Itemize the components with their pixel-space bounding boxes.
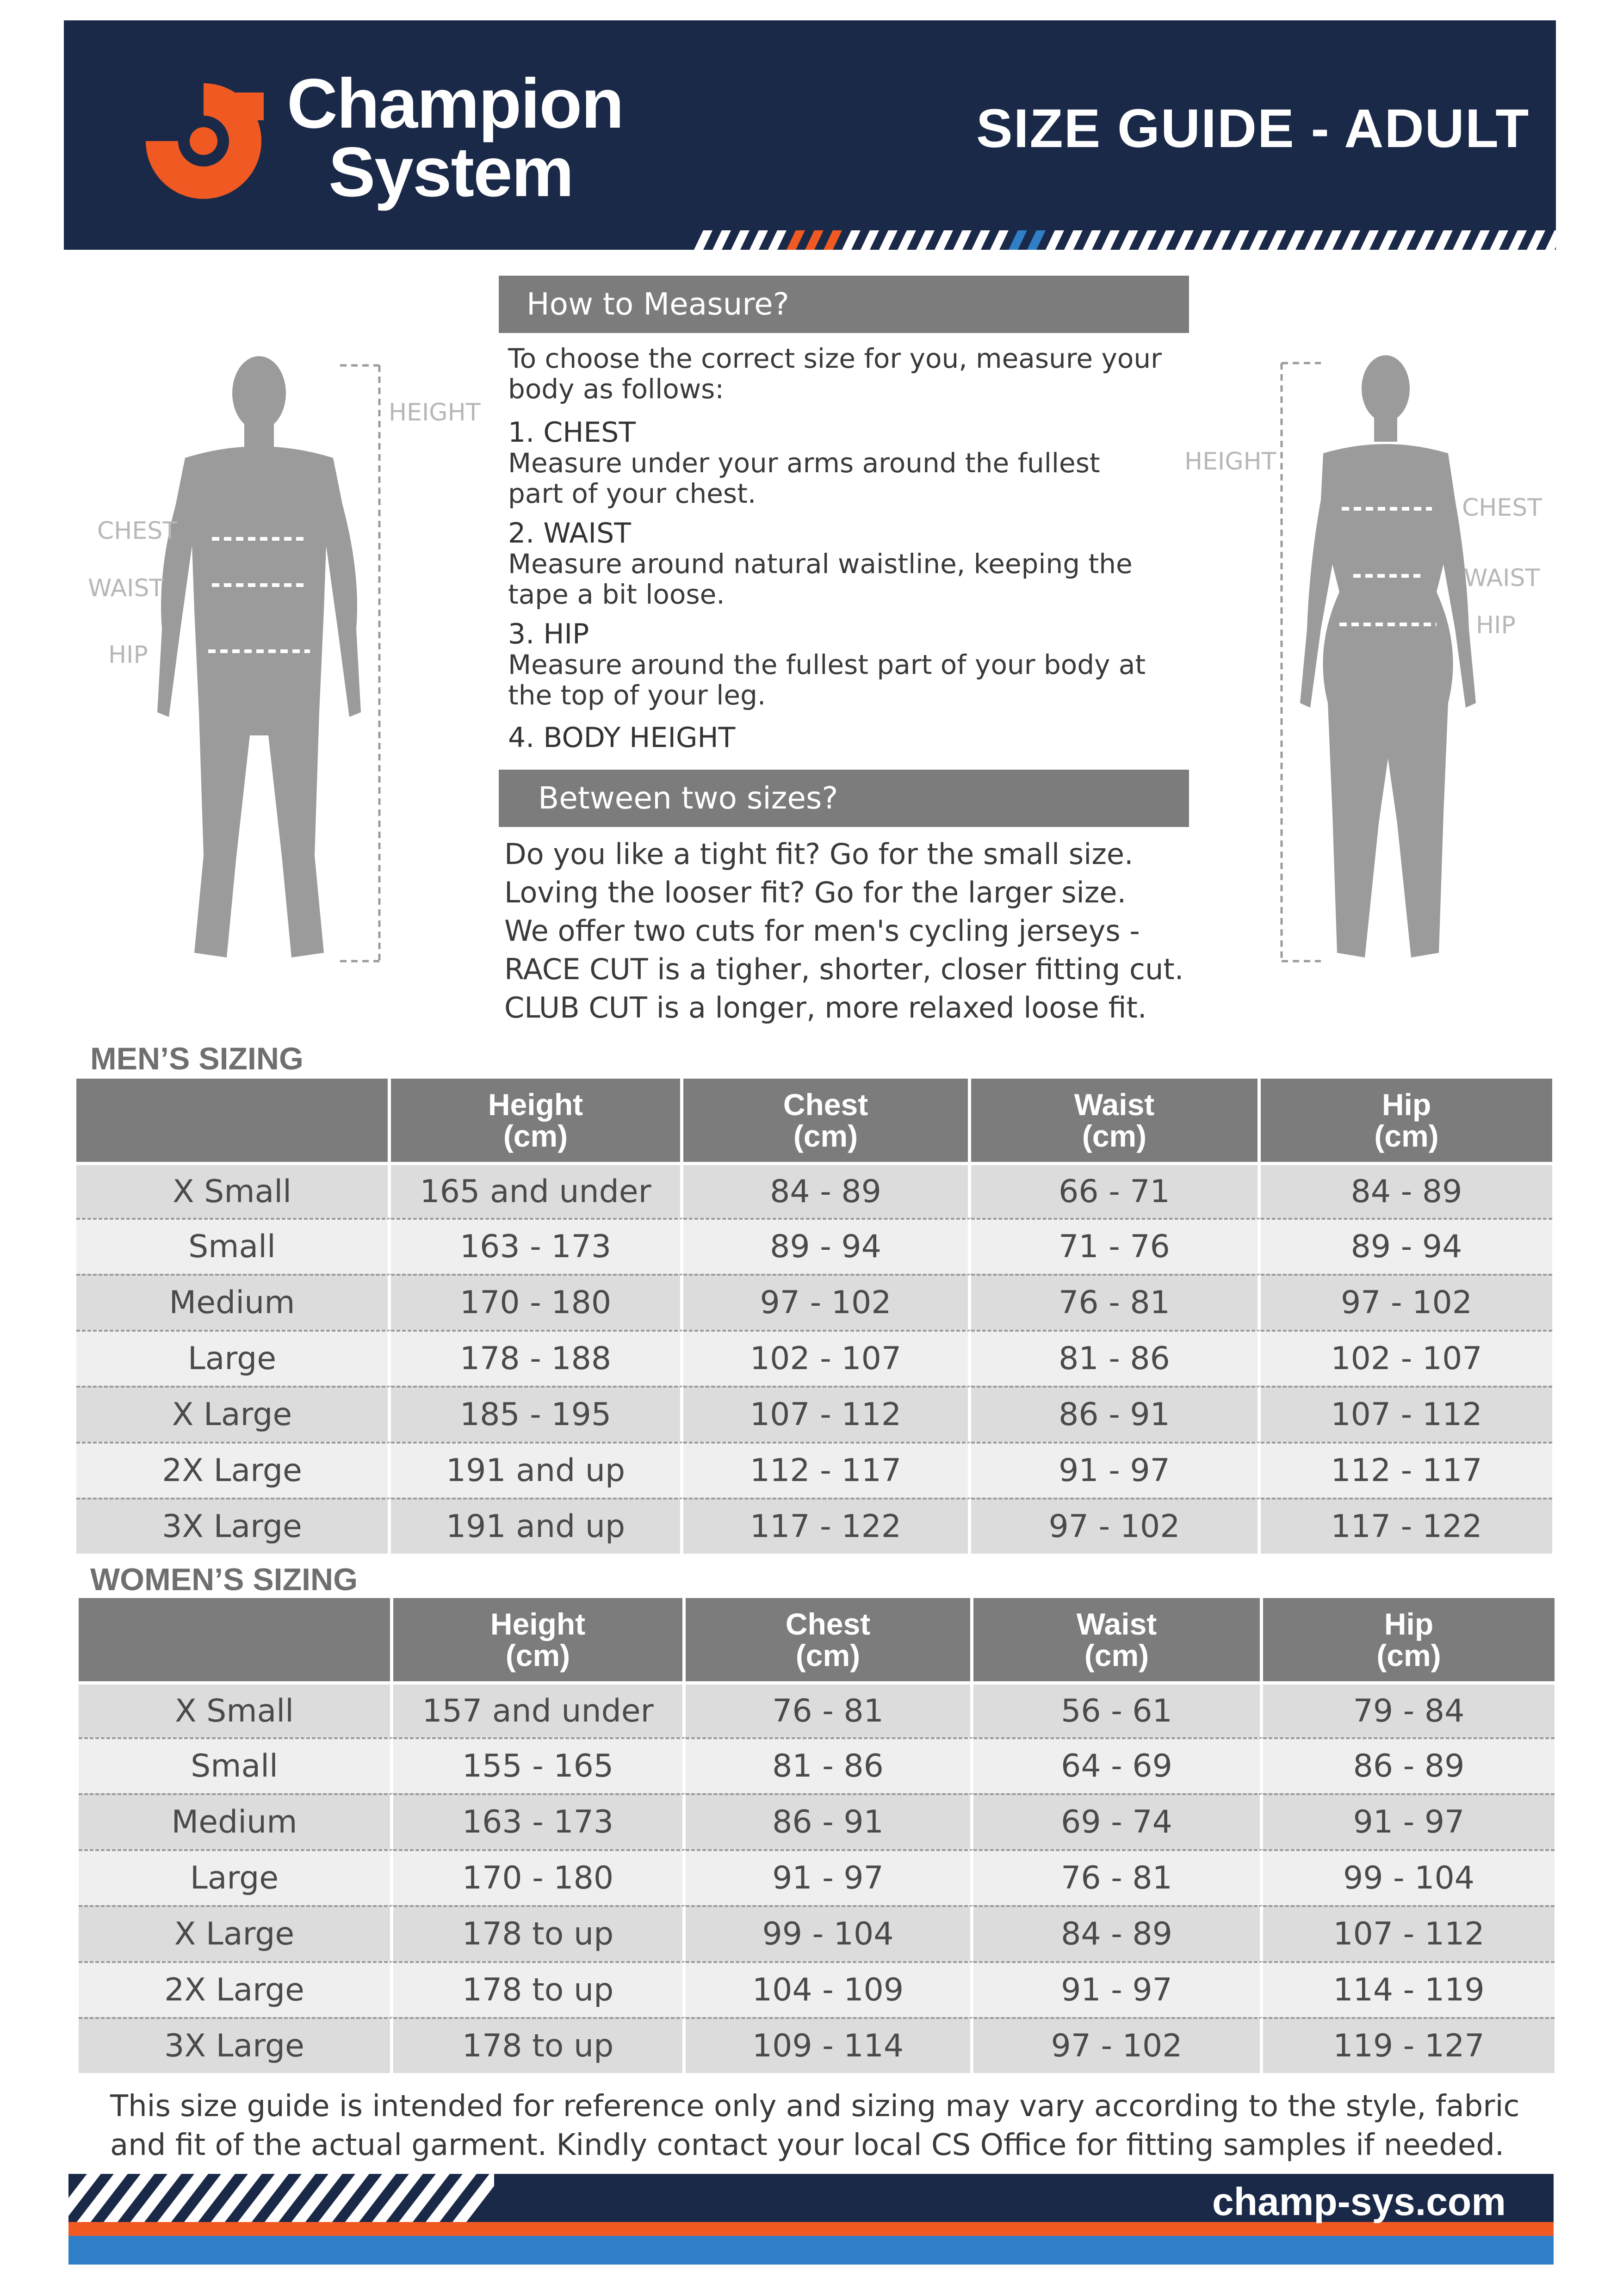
size-cell: 2X Large: [79, 1961, 393, 2017]
stripe: [1194, 230, 1212, 250]
stripe: [768, 230, 787, 250]
stripe: [1231, 230, 1249, 250]
hip-column-header: Hip (cm): [1263, 1598, 1555, 1681]
stripe: [1027, 230, 1046, 250]
waist-cell: 91 - 97: [973, 1961, 1263, 2017]
waist-column-header: Waist (cm): [973, 1598, 1263, 1681]
stripe: [712, 230, 731, 250]
stripe: [1545, 230, 1557, 250]
waist-cell: 97 - 102: [973, 2017, 1263, 2073]
table-row: [76, 1330, 1552, 1386]
chest-cell: 117 - 122: [683, 1498, 971, 1554]
between-line: Loving the looser fit? Go for the larger size.: [504, 876, 1127, 909]
waist-cell: 76 - 81: [971, 1274, 1261, 1330]
hip-cell: 89 - 94: [1261, 1218, 1552, 1274]
measure-intro: [508, 343, 1162, 404]
womens-size-table: [79, 1598, 1555, 2073]
stripe: [1009, 230, 1027, 250]
waist-column-header: Waist (cm): [971, 1079, 1261, 1162]
stripe: [1064, 230, 1083, 250]
hip-cell: 99 - 104: [1263, 1849, 1555, 1905]
chest-column-header: Chest (cm): [686, 1598, 973, 1681]
website-link[interactable]: champ-sys.com: [1212, 2180, 1506, 2223]
hip-cell: 84 - 89: [1261, 1162, 1552, 1218]
stripe: [1249, 230, 1268, 250]
female-chest-label: CHEST: [1462, 494, 1542, 522]
table-row: [79, 1961, 1555, 2017]
table-row: [79, 1681, 1555, 1737]
stripe: [750, 230, 768, 250]
hip-cell: 112 - 117: [1261, 1442, 1552, 1498]
waist-cell: 69 - 74: [973, 1793, 1263, 1849]
stripe: [824, 230, 842, 250]
step-line: the top of your leg.: [508, 679, 766, 711]
stripe: [916, 230, 935, 250]
chest-cell: 81 - 86: [686, 1737, 973, 1793]
step-title: 1. CHEST: [508, 416, 636, 449]
size-cell: X Small: [76, 1162, 391, 1218]
height-cell: 165 and under: [391, 1162, 683, 1218]
stripe: [1212, 230, 1231, 250]
table-row: [76, 1442, 1552, 1498]
stripe: [1046, 230, 1064, 250]
stripe: [842, 230, 861, 250]
mens-size-table: [76, 1079, 1552, 1554]
chest-cell: 97 - 102: [683, 1274, 971, 1330]
height-cell: 163 - 173: [391, 1218, 683, 1274]
between-sizes-heading: Between two sizes?: [499, 770, 1189, 827]
chest-column-header: Chest (cm): [683, 1079, 971, 1162]
hip-cell: 102 - 107: [1261, 1330, 1552, 1386]
champion-system-logo-icon: [134, 74, 273, 208]
stripe: [879, 230, 898, 250]
table-header-row: [76, 1079, 1552, 1162]
stripe: [1323, 230, 1342, 250]
male-chest-label: CHEST: [97, 517, 178, 545]
height-column-header: Height (cm): [391, 1079, 683, 1162]
table-row: [79, 2017, 1555, 2073]
table-row: [76, 1386, 1552, 1442]
stripe: [694, 230, 712, 250]
female-waist-label: WAIST: [1464, 564, 1540, 592]
height-cell: 157 and under: [393, 1681, 686, 1737]
brand-wordmark: [287, 64, 624, 211]
hip-cell: 117 - 122: [1261, 1498, 1552, 1554]
hip-cell: 107 - 112: [1263, 1905, 1555, 1961]
chest-cell: 107 - 112: [683, 1386, 971, 1442]
stripe: [1453, 230, 1471, 250]
waist-cell: 71 - 76: [971, 1218, 1261, 1274]
size-cell: 3X Large: [79, 2017, 393, 2073]
male-height-label: HEIGHT: [389, 399, 481, 426]
female-height-label: HEIGHT: [1184, 448, 1276, 475]
between-sizes-text: [504, 835, 1183, 1027]
intro-line: To choose the correct size for you, measure your: [508, 343, 1162, 374]
step-line: Measure around natural waistline, keeping the: [508, 548, 1133, 580]
size-cell: Large: [79, 1849, 393, 1905]
stripe: [861, 230, 879, 250]
waist-cell: 91 - 97: [971, 1442, 1261, 1498]
waist-cell: 76 - 81: [973, 1849, 1263, 1905]
stripe: [953, 230, 972, 250]
stripe: [990, 230, 1009, 250]
height-cell: 191 and up: [391, 1498, 683, 1554]
chest-cell: 84 - 89: [683, 1162, 971, 1218]
brand-name-line2: System: [328, 133, 573, 211]
height-cell: 178 to up: [393, 1961, 686, 2017]
size-cell: Small: [76, 1218, 391, 1274]
footer-blue-band: [68, 2236, 1554, 2265]
stripe: [1342, 230, 1360, 250]
size-cell: X Large: [76, 1386, 391, 1442]
step-line: Measure around the fullest part of your body at: [508, 649, 1146, 680]
hip-cell: 91 - 97: [1263, 1793, 1555, 1849]
chest-cell: 99 - 104: [686, 1905, 973, 1961]
height-column-header: Height (cm): [393, 1598, 686, 1681]
stripe: [1471, 230, 1490, 250]
hip-cell: 114 - 119: [1263, 1961, 1555, 2017]
stripe: [898, 230, 916, 250]
chest-cell: 109 - 114: [686, 2017, 973, 2073]
step-title: 2. WAIST: [508, 517, 631, 549]
stripe: [805, 230, 824, 250]
stripe: [1434, 230, 1453, 250]
waist-cell: 56 - 61: [973, 1681, 1263, 1737]
between-line: Do you like a tight fit? Go for the small size.: [504, 837, 1134, 871]
table-row: [79, 1849, 1555, 1905]
stripe: [1508, 230, 1527, 250]
step-line: tape a bit loose.: [508, 579, 725, 610]
stripe: [972, 230, 990, 250]
stripe: [1286, 230, 1305, 250]
how-to-measure-heading: How to Measure?: [499, 276, 1189, 333]
height-cell: 170 - 180: [391, 1274, 683, 1330]
height-cell: 191 and up: [391, 1442, 683, 1498]
waist-cell: 81 - 86: [971, 1330, 1261, 1386]
womens-sizing-title: WOMEN’S SIZING: [90, 1562, 358, 1597]
stripe: [1527, 230, 1545, 250]
step-waist: [508, 518, 1133, 610]
step-title: 4. BODY HEIGHT: [508, 722, 736, 754]
chest-cell: 102 - 107: [683, 1330, 971, 1386]
stripe: [1268, 230, 1286, 250]
stripe: [1120, 230, 1138, 250]
stripe: [1305, 230, 1323, 250]
waist-cell: 86 - 91: [971, 1386, 1261, 1442]
waist-cell: 66 - 71: [971, 1162, 1261, 1218]
size-column-header: [79, 1598, 393, 1681]
size-cell: Large: [76, 1330, 391, 1386]
table-row: [76, 1218, 1552, 1274]
stripe: [1138, 230, 1157, 250]
hip-cell: 119 - 127: [1263, 2017, 1555, 2073]
chest-cell: 91 - 97: [686, 1849, 973, 1905]
stripe: [1397, 230, 1416, 250]
size-cell: X Small: [79, 1681, 393, 1737]
stripe: [1175, 230, 1194, 250]
step-chest: [508, 417, 1100, 509]
size-cell: 2X Large: [76, 1442, 391, 1498]
waist-cell: 84 - 89: [973, 1905, 1263, 1961]
step-body-height: [508, 722, 735, 753]
hip-cell: 97 - 102: [1261, 1274, 1552, 1330]
intro-line: body as follows:: [508, 373, 724, 405]
table-row: [79, 1793, 1555, 1849]
waist-cell: 97 - 102: [971, 1498, 1261, 1554]
male-body-figure: [139, 352, 389, 971]
chest-cell: 104 - 109: [686, 1961, 973, 2017]
stripe: [1379, 230, 1397, 250]
chest-cell: 112 - 117: [683, 1442, 971, 1498]
height-cell: 178 to up: [393, 1905, 686, 1961]
table-header-row: [79, 1598, 1555, 1681]
hip-cell: 107 - 112: [1261, 1386, 1552, 1442]
female-hip-label: HIP: [1476, 611, 1516, 639]
step-line: Measure under your arms around the fullest: [508, 447, 1100, 479]
height-cell: 155 - 165: [393, 1737, 686, 1793]
height-cell: 185 - 195: [391, 1386, 683, 1442]
stripe: [1490, 230, 1508, 250]
height-cell: 178 to up: [393, 2017, 686, 2073]
between-line: CLUB CUT is a longer, more relaxed loose fit.: [504, 991, 1147, 1025]
chest-cell: 89 - 94: [683, 1218, 971, 1274]
size-cell: Medium: [76, 1274, 391, 1330]
step-hip: [508, 619, 1146, 710]
table-row: [76, 1162, 1552, 1218]
table-row: [76, 1498, 1552, 1554]
size-cell: Medium: [79, 1793, 393, 1849]
header-stripes: [685, 230, 1557, 250]
stripe: [1083, 230, 1101, 250]
stripe: [1101, 230, 1120, 250]
step-line: part of your chest.: [508, 478, 756, 509]
table-row: [79, 1905, 1555, 1961]
mens-sizing-title: MEN’S SIZING: [90, 1041, 304, 1076]
size-cell: Small: [79, 1737, 393, 1793]
hip-column-header: Hip (cm): [1261, 1079, 1552, 1162]
table-row: [79, 1737, 1555, 1793]
male-waist-label: WAIST: [88, 574, 164, 602]
stripe: [1360, 230, 1379, 250]
size-cell: 3X Large: [76, 1498, 391, 1554]
between-line: We offer two cuts for men's cycling jerseys -: [504, 914, 1140, 948]
female-body-figure: [1272, 352, 1485, 971]
stripe: [787, 230, 805, 250]
male-hip-label: HIP: [108, 641, 148, 669]
stripe: [935, 230, 953, 250]
brand-name-line1: Champion: [287, 64, 624, 143]
step-title: 3. HIP: [508, 618, 589, 650]
hip-cell: 79 - 84: [1263, 1681, 1555, 1737]
footer-stripes: [68, 2174, 494, 2222]
stripe: [731, 230, 750, 250]
between-line: RACE CUT is a tigher, shorter, closer fitting cut.: [504, 952, 1184, 986]
size-cell: X Large: [79, 1905, 393, 1961]
hip-cell: 86 - 89: [1263, 1737, 1555, 1793]
waist-cell: 64 - 69: [973, 1737, 1263, 1793]
chest-cell: 86 - 91: [686, 1793, 973, 1849]
stripe: [1416, 230, 1434, 250]
stripe: [1157, 230, 1175, 250]
height-cell: 178 - 188: [391, 1330, 683, 1386]
chest-cell: 76 - 81: [686, 1681, 973, 1737]
disclaimer-text: This size guide is intended for reference only and sizing may vary according to the style, fabric and fit of the actual garment. Kindly contact your local CS Office for fitting samples if needed.: [110, 2089, 1520, 2162]
size-column-header: [76, 1079, 391, 1162]
height-cell: 163 - 173: [393, 1793, 686, 1849]
page-title: SIZE GUIDE - ADULT: [976, 98, 1530, 159]
height-cell: 170 - 180: [393, 1849, 686, 1905]
table-row: [76, 1274, 1552, 1330]
